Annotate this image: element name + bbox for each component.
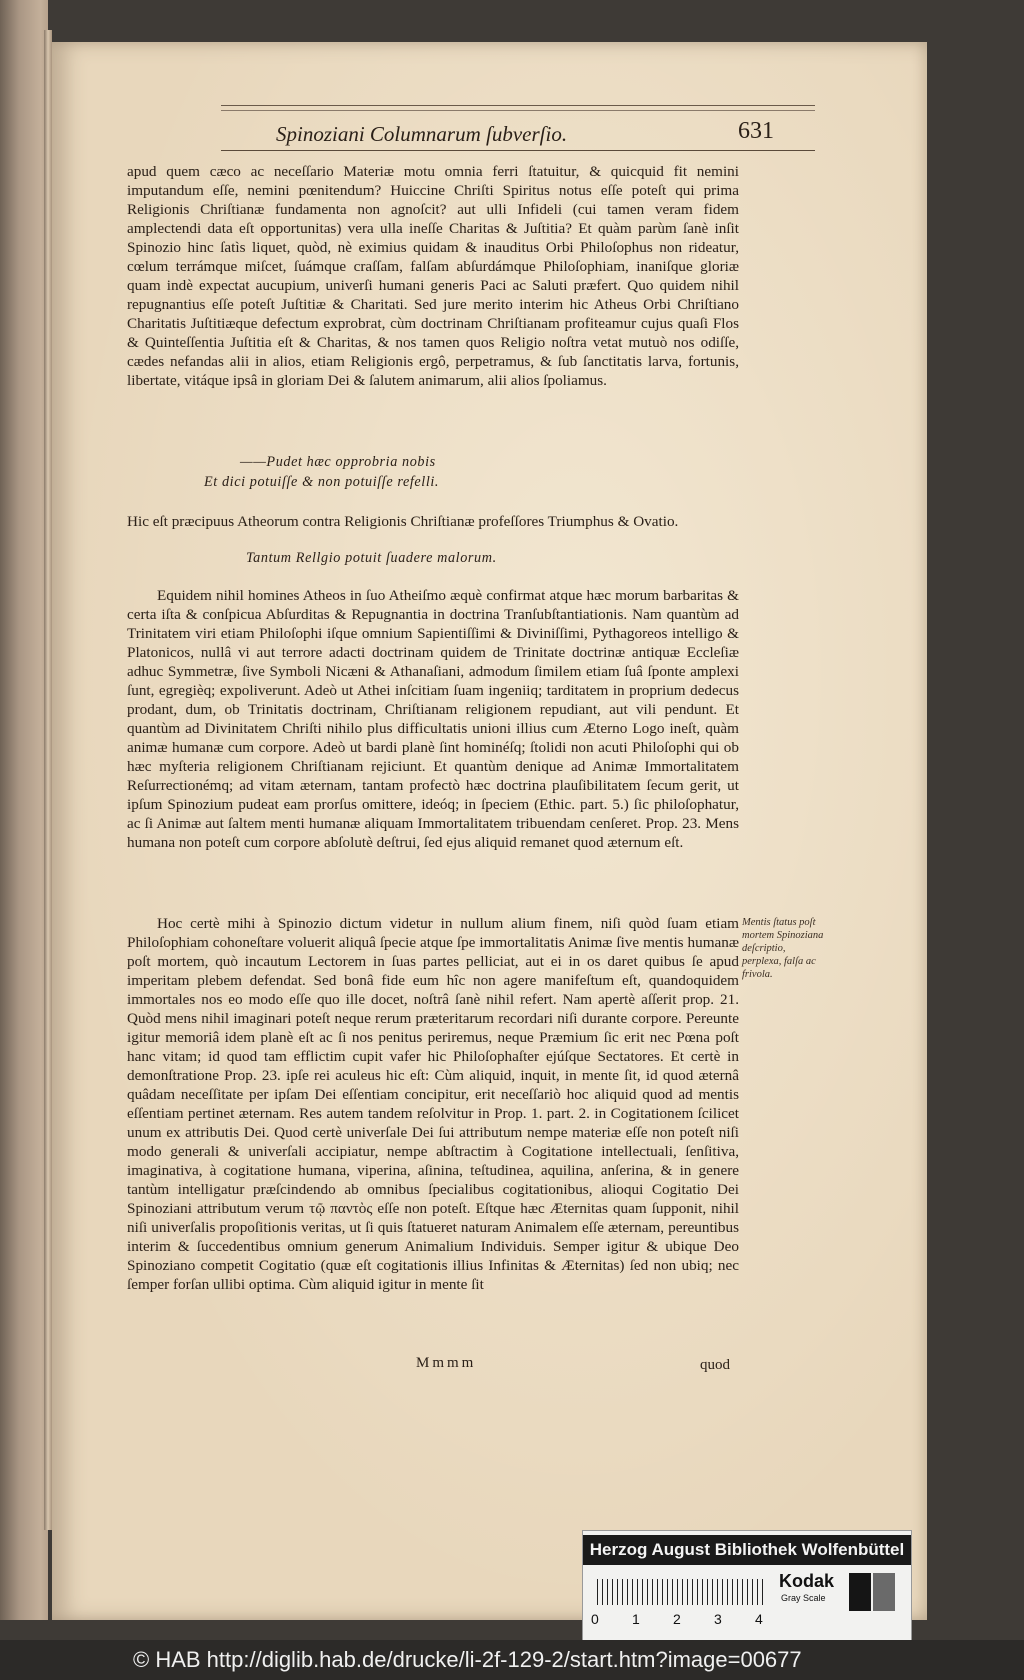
paragraph-3: Equidem nihil homines Atheos in ſuo Atheiſmo æquè confirmat atque hæc morum barbaritas & certa iſta & conſpicua Abſurditas & Repugnantia in doctrina Tranſubſtantiationis. Nam quantùm ad Trinitatem viri etiam Philoſophi iſque omnium Sapientiſſimi & Diviniſſimi, Pythagoreos intelligo & Platonicos, nullâ vi aut terrore adacti doctrinam quidem de Trinitate doctrinæ antiquæ Eccleſiæ adhuc Symmetræ, ſive Symboli Nicæni & Athanaſiani, admodum ſimilem etiam ſuâ ſponte amplexi ſunt, egregièq; expoliverunt. Adeò ut Athei inſcitiam ſuam ingeniiq; tarditatem in proprium dedecus prodant, dum, ob Trinitatis doctrinam, Chriſtianam religionem repudiant, aut vili pendunt. Et quantùm ad Divinitatem Chriſti nihilo plus difficultatis unioni illius cum Æterno Logo ineſt, quàm animæ humanæ cum corpore. Adeò ut bardi planè ſint hominéſq; ſtolidi non acuti Philoſophi qui ob hæc myſteria religionem Chriſtianam rejiciunt. Et quantùm denique ad Animæ Immortalitatem Reſurrectionémq; ad vitam æternam, tantam profectò hæc doctrina plauſibilitatem ſecum gerit, ut ipſum Spinozium pudeat eam prorſus omittere, ideóq; in ſpeciem (Ethic. part. 5.) ſic philoſophatur, ac ſi Animæ aut ſaltem menti humanæ aliquam Immortalitatem tribuendam cenſeret. Prop. 23. Mens humana non poteſt cum corpore abſolutè deſtrui, ſed ejus aliquid remanet quod æternum eſt. — [127, 587, 739, 851]
paragraph-4: Hoc certè mihi à Spinozio dictum videtur in nullum alium finem, niſi quòd ſuam etiam Philoſophiam cohoneſtare voluerit aliquâ ſpecie atque ſpe immortalitatis Animæ ſive mentis humanæ poſt mortem, quò incautum Lectorem in ſuas partes pelliciat, aut ei in os daret quibus ſe apud imperitam plebem defendat. Sed bonâ fide eum hîc non agere manifeſtum eſt, quandoquidem immortales nos eo modo eſſe quo ille docet, noſtrâ ſanè nihil refert. Nam apertè aſſerit prop. 21. Quòd mens nihil imaginari poteſt neque rerum præteritarum recordari niſi durante corpore. Pereunte igitur memoriâ idem planè eſt ac ſi nos penitus periremus, neque Præmium ſic erit nec Pœna poſt hanc vitam; id quod tam efflictim cupit vafer hic Philoſophaſter ejúſque Sectatores. Et certè in demonſtratione Prop. 23. ipſe rei aculeus hic eſt: Cùm aliquid, inquit, in mente ſit, id quod æternâ quâdam neceſſitate per ipſam Dei eſſentiam concipitur, erit neceſſariò hoc aliquid quod ad mentis eſſentiam pertinet æternam. Res autem tandem reſolvitur in Prop. 1. part. 2. in Cogitationem ſcilicet unum ex attributis Dei. Quod certè univerſale Dei ſui attributum nempe materiæ eſſe non poteſt niſi modo generali & univerſali accipiatur, nempe abſtractim à Cogitatione intellectuali, ſenſitiva, imaginativa, à cogitatione humana, viperina, aſinina, teſtudinea, aquilina, anſerina, & in genere tantùm intelligatur præſcindendo ab omnibus ſpecialibus cogitationibus, alioqui Cogitatio Dei Spinoziani attributum verum τῷ παντὸς eſſe non poteſt. Eſtque hæc Æternitas quam ſupponit, nihil niſi univerſalis propoſitionis veritas, ut ſi quis ſtatueret naturam Animalem eſſe æternam, pereuntibus interim & ſuccedentibus omnium generum Animalium Individuis. Semper igitur & ubique Deo Spinoziano competit Cogitatio (quæ eſt cogitationis illius Infinitas & Æternitas) ſed non ubiq; nec ſemper forſan ullibi optima. Cùm aliquid igitur in mente ſit — [127, 915, 739, 1293]
catchword: quod — [700, 1357, 730, 1373]
gray-scale-label: Gray Scale — [781, 1593, 826, 1603]
previous-leaf-edge — [0, 0, 48, 1620]
verse-line-2: Et dici potuiſſe & non potuiſſe refelli. — [204, 474, 440, 490]
page-number: 631 — [738, 118, 774, 144]
ruler-number: 4 — [755, 1611, 763, 1627]
running-head: Spinoziani Columnarum ſubverſio. — [276, 122, 568, 146]
footer-bar — [0, 1640, 1024, 1680]
color-target-card — [582, 1530, 912, 1640]
ruler-number: 1 — [632, 1611, 640, 1627]
paragraph-2: Hic eſt præcipuus Atheorum contra Religionis Chriſtianæ profeſſores Triumphus & Ovatio. — [127, 513, 679, 530]
footer-credit-link[interactable]: © HAB http://diglib.hab.de/drucke/li-2f-129-2/start.htm?image=00677 — [133, 1647, 802, 1672]
ruler-number: 2 — [673, 1611, 681, 1627]
black-swatch — [849, 1573, 871, 1611]
gray-swatch — [873, 1573, 895, 1611]
signature-mark: Mmmm — [416, 1355, 477, 1371]
header-rule-bottom — [221, 150, 815, 151]
ruler-number: 3 — [714, 1611, 722, 1627]
paragraph-1: apud quem cæco ac neceſſario Materiæ motu omnia ferri ſtatuitur, & quicquid fit nemini imputandum eſſe, nemini pœnitendum? Huiccine Chriſti Spiritus notus eſſe poteſt qui prima Religionis Chriſtianæ fundamenta non agnoſcit? aut ulli Infideli (cui tamen veram fidem amplectendi data eſt opportunitas) vera ulla ineſſe Charitas & Juſtitia? Et quàm parùm ſanè inſit Spinozio hinc ſatìs liquet, quòd, nè eximius quidam & inauditus Orbi Philoſophus non rideatur, cœlum terrámque miſcet, ſuámque craſſam, falſam abſurdámque Philoſophiam, inaniſque gloriæ quam indè expectat aucupium, univerſi humani generis Paci ac Saluti præfert. Quo quidem nihil repugnantius eſſe poteſt Juſtitiæ & Charitati. Sed jure merito interim hic Atheus Orbi Chriſtiano Charitatis Juſtitiæque defectum exprobrat, cùm doctrinam Chriſtianam profiteamur cujus quaſi Flos & Quinteſſentia Juſtitia eſt & Charitas, & nos tamen quos Religio noſtra vetat mutuò nos odiſſe, cædes nefandas alii in alios, etiam Religionis ergô, perpetramus, & ſub ſanctitatis larva, fortunis, libertate, vitáque ipsâ in gloriam Dei & ſalutem animarum, alii alios ſpoliamus. — [127, 163, 739, 389]
verse-line-3: Tantum Rellgio potuit ſuadere malorum. — [246, 550, 497, 566]
institution-label: Herzog August Bibliothek Wolfenbüttel — [583, 1535, 911, 1565]
margin-note: Mentis ſtatus poſt mortem Spinoziana deſcriptio, perplexa, falſa ac frivola. — [742, 917, 824, 980]
binding-gutter — [44, 30, 52, 1530]
kodak-logo: Kodak — [779, 1571, 835, 1591]
ruler-number: 0 — [591, 1611, 599, 1627]
ruler-scale — [597, 1579, 767, 1605]
verse-line-1: ——Pudet hæc opprobria nobis — [240, 454, 436, 470]
